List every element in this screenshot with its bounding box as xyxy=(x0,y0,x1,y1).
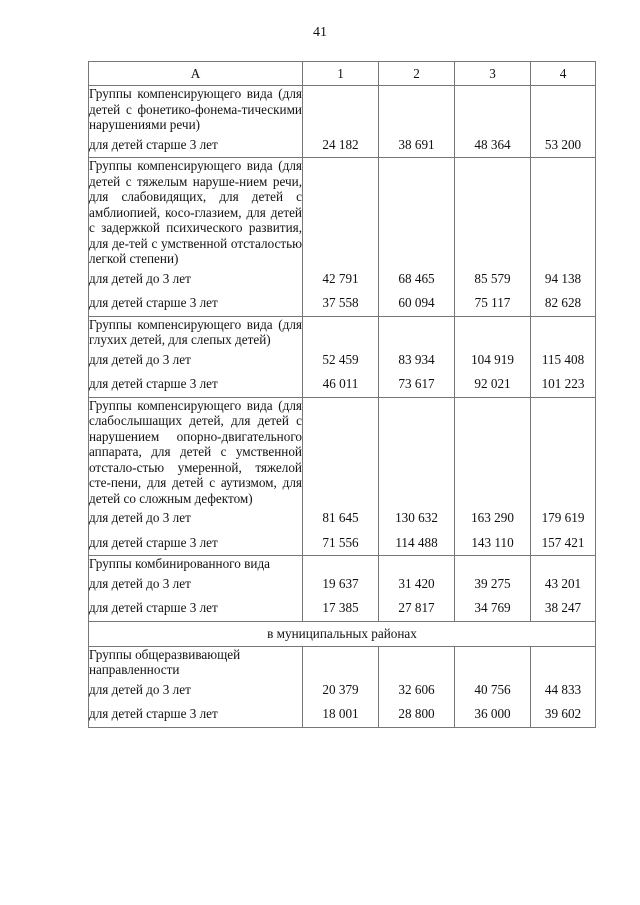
row-label: для детей старше 3 лет xyxy=(89,133,303,158)
group-compensating-deaf-blind xyxy=(89,316,596,397)
table-row xyxy=(89,596,596,621)
section-municipal-districts xyxy=(89,621,596,646)
group-general-developmental xyxy=(89,646,596,727)
header-col-2: 2 xyxy=(379,62,455,86)
section-title: в муниципальных районах xyxy=(89,621,596,646)
row-label: для детей до 3 лет xyxy=(89,348,303,373)
cell-col-1: 17 385 xyxy=(303,596,379,621)
row-label: для детей старше 3 лет xyxy=(89,702,303,727)
cell-col-4: 115 408 xyxy=(531,348,596,373)
cell-col-2: 60 094 xyxy=(379,291,455,316)
header-col-4: 4 xyxy=(531,62,596,86)
cell-col-3: 163 290 xyxy=(455,506,531,531)
table-row xyxy=(89,531,596,556)
group-title: Группы комбинированного вида xyxy=(89,556,303,572)
cell-col-2: 130 632 xyxy=(379,506,455,531)
group-title: Группы компенсирующего вида (для детей с тяжелым наруше-нием речи, для слабовидящих, для детей с амблиопией, косо-глазием, для детей с задержкой психического развития, для де-тей с умственной отсталостью легкой степени) xyxy=(89,158,302,266)
table-row xyxy=(89,267,596,292)
cell-col-4: 43 201 xyxy=(531,572,596,597)
cell-col-3: 40 756 xyxy=(455,678,531,703)
cell-col-3: 104 919 xyxy=(455,348,531,373)
group-title: Группы компенсирующего вида (для слабослышащих детей, для детей с нарушением опорно-двигательного аппарата, для детей с умственной отстало-стью умеренной, тяжелой сте-пени, для детей с аутизмом, для детей со сложным дефектом) xyxy=(89,397,302,506)
section-row xyxy=(89,621,596,646)
cell-col-3: 143 110 xyxy=(455,531,531,556)
cell-col-1: 20 379 xyxy=(303,678,379,703)
cell-col-2: 83 934 xyxy=(379,348,455,373)
table-row xyxy=(89,702,596,727)
table-row xyxy=(89,291,596,316)
group-title-row xyxy=(89,556,596,572)
cell-col-3: 92 021 xyxy=(455,372,531,397)
group-compensating-speech xyxy=(89,158,596,317)
cell-col-4: 157 421 xyxy=(531,531,596,556)
table-row xyxy=(89,372,596,397)
cell-col-4: 44 833 xyxy=(531,678,596,703)
cell-col-1: 52 459 xyxy=(303,348,379,373)
cell-col-1: 42 791 xyxy=(303,267,379,292)
cell-col-4: 38 247 xyxy=(531,596,596,621)
group-combined xyxy=(89,556,596,622)
cell-col-4: 101 223 xyxy=(531,372,596,397)
cell-col-1: 19 637 xyxy=(303,572,379,597)
cell-col-4: 82 628 xyxy=(531,291,596,316)
row-label: для детей до 3 лет xyxy=(89,572,303,597)
row-label: для детей старше 3 лет xyxy=(89,291,303,316)
cell-col-2: 68 465 xyxy=(379,267,455,292)
table-row xyxy=(89,133,596,158)
cell-col-1: 18 001 xyxy=(303,702,379,727)
cell-col-1: 81 645 xyxy=(303,506,379,531)
row-label: для детей старше 3 лет xyxy=(89,596,303,621)
cell-col-3: 36 000 xyxy=(455,702,531,727)
group-title-row xyxy=(89,397,596,506)
cell-col-4: 53 200 xyxy=(531,133,596,158)
page-number: 41 xyxy=(313,25,327,40)
header-col-1: 1 xyxy=(303,62,379,86)
table-row xyxy=(89,506,596,531)
group-title: Группы компенсирующего вида (для глухих детей, для слепых детей) xyxy=(89,316,302,347)
cell-col-3: 85 579 xyxy=(455,267,531,292)
row-label: для детей старше 3 лет xyxy=(89,372,303,397)
row-label: для детей до 3 лет xyxy=(89,267,303,292)
group-compensating-hearing-motor xyxy=(89,397,596,556)
cell-col-4: 94 138 xyxy=(531,267,596,292)
table-row xyxy=(89,572,596,597)
cell-col-1: 24 182 xyxy=(303,133,379,158)
cell-col-2: 73 617 xyxy=(379,372,455,397)
group-title-row xyxy=(89,316,596,348)
tariff-table xyxy=(88,61,596,728)
table-header xyxy=(89,62,596,86)
cell-col-4: 39 602 xyxy=(531,702,596,727)
header-col-a: А xyxy=(89,62,303,86)
cell-col-2: 27 817 xyxy=(379,596,455,621)
cell-col-2: 38 691 xyxy=(379,133,455,158)
group-title-row xyxy=(89,646,596,678)
table-row xyxy=(89,678,596,703)
table-row xyxy=(89,348,596,373)
header-col-3: 3 xyxy=(455,62,531,86)
row-label: для детей до 3 лет xyxy=(89,678,303,703)
group-title-row xyxy=(89,86,596,133)
cell-col-3: 39 275 xyxy=(455,572,531,597)
cell-col-4: 179 619 xyxy=(531,506,596,531)
group-title: Группы общеразвивающей направленности xyxy=(89,646,303,678)
cell-col-1: 46 011 xyxy=(303,372,379,397)
cell-col-1: 37 558 xyxy=(303,291,379,316)
cell-col-3: 48 364 xyxy=(455,133,531,158)
group-title: Группы компенсирующего вида (для детей с фонетико-фонема-тическими нарушениями речи) xyxy=(89,86,302,132)
row-label: для детей до 3 лет xyxy=(89,506,303,531)
group-compensating-phonetic xyxy=(89,86,596,158)
cell-col-2: 28 800 xyxy=(379,702,455,727)
cell-col-3: 75 117 xyxy=(455,291,531,316)
header-row xyxy=(89,62,596,86)
row-label: для детей старше 3 лет xyxy=(89,531,303,556)
cell-col-2: 31 420 xyxy=(379,572,455,597)
cell-col-2: 114 488 xyxy=(379,531,455,556)
cell-col-2: 32 606 xyxy=(379,678,455,703)
cell-col-1: 71 556 xyxy=(303,531,379,556)
cell-col-3: 34 769 xyxy=(455,596,531,621)
group-title-row xyxy=(89,158,596,267)
